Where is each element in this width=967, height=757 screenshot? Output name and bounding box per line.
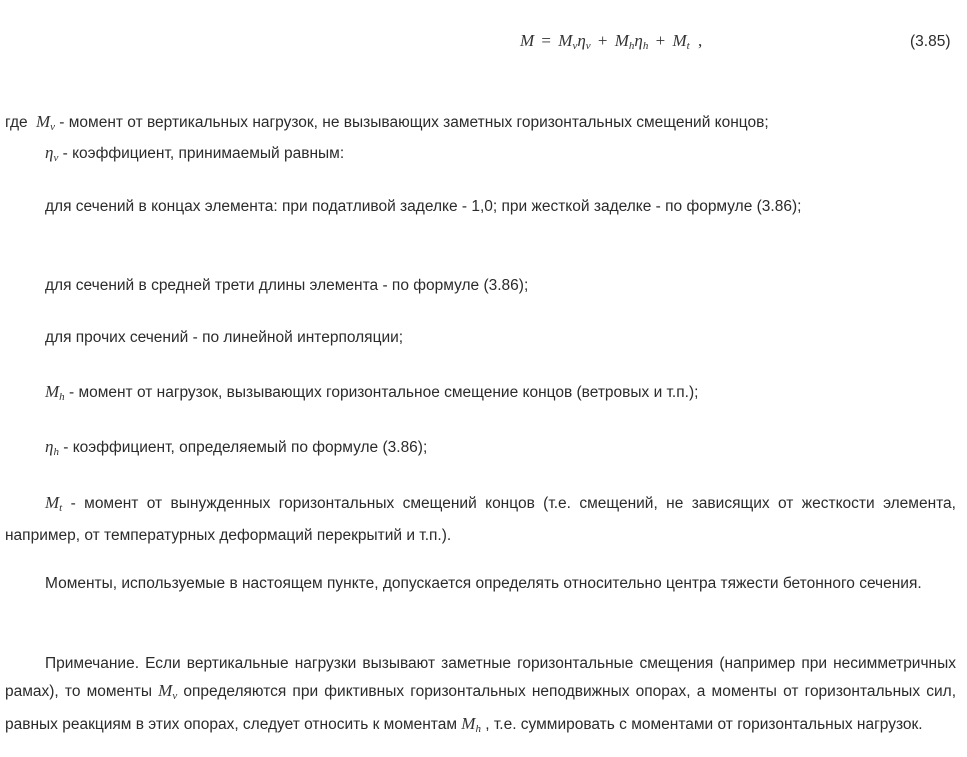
paragraph-interpolation: для прочих сечений - по линейной интерполяции; xyxy=(45,329,404,346)
mt-definition: - момент от вынужденных горизонтальных смещений концов (т.е. смещений, не зависящих от жесткости элемента, например, от температурных деформаций перекрытий и т.п.). xyxy=(5,495,956,544)
formula-term-mt: $M_t$ xyxy=(672,31,690,52)
eta-h-line xyxy=(45,437,427,462)
where-prefix: где xyxy=(5,114,28,131)
formula-equals: = xyxy=(541,31,552,50)
eta-v-line xyxy=(45,143,344,168)
mh-line xyxy=(45,382,698,407)
note-text-c: , т.е. суммировать с моментами от горизонтальных нагрузок. xyxy=(480,716,923,733)
formula-term-mh: $M_h\eta_h$ xyxy=(614,31,649,52)
mh-definition: - момент от нагрузок, вызывающих горизонтальное смещение концов (ветровых и т.п.); xyxy=(64,384,699,401)
mt-symbol: $M_t$ xyxy=(45,493,63,514)
equation-number: (3.85) xyxy=(910,33,951,50)
mh-symbol: $M_h$ xyxy=(45,382,65,403)
formula-plus-1: + xyxy=(597,31,608,50)
formula-3-85 xyxy=(520,30,702,57)
note-text-b: определяются при фиктивных горизонтальных неподвижных опорах, а моменты от горизонтальных сил, равных реакциям в этих опорах, следует относить к моментам xyxy=(5,683,956,733)
formula-term-mv: $M_v\eta_v$ xyxy=(558,31,591,52)
mv-definition: - момент от вертикальных нагрузок, не вызывающих заметных горизонтальных смещений концов; xyxy=(55,114,769,131)
eta-v-definition: - коэффициент, принимаемый равным: xyxy=(58,145,345,162)
formula-trail: , xyxy=(697,31,703,50)
formula-lhs: M xyxy=(520,31,535,50)
mv-symbol: $M_v$ xyxy=(35,112,55,133)
note-mv-symbol: $M_v$ xyxy=(158,681,178,702)
eta-h-definition: - коэффициент, определяемый по формуле (3.86); xyxy=(58,439,428,456)
formula-plus-2: + xyxy=(655,31,666,50)
note-text-a: Примечание. Если вертикальные нагрузки вызывают заметные горизонтальные смещения (например при несимметричных рамах), то моменты xyxy=(5,655,956,700)
paragraph-middle-third: для сечений в средней трети длины элемента - по формуле (3.86); xyxy=(45,277,529,294)
eta-h-symbol: $\eta_h$ xyxy=(45,437,59,458)
paragraph-ends: для сечений в концах элемента: при податливой заделке - 1,0; при жесткой заделке - по формуле (3.86); xyxy=(45,198,802,215)
where-mv-line xyxy=(5,112,769,137)
eta-v-symbol: $\eta_v$ xyxy=(45,143,59,164)
note-mh-symbol: $M_h$ xyxy=(461,714,481,735)
note-paragraph xyxy=(5,650,956,743)
mt-paragraph xyxy=(5,489,956,549)
moments-paragraph: Моменты, используемые в настоящем пункте, допускается определять относительно центра тяжести бетонного сечения. xyxy=(45,575,922,592)
